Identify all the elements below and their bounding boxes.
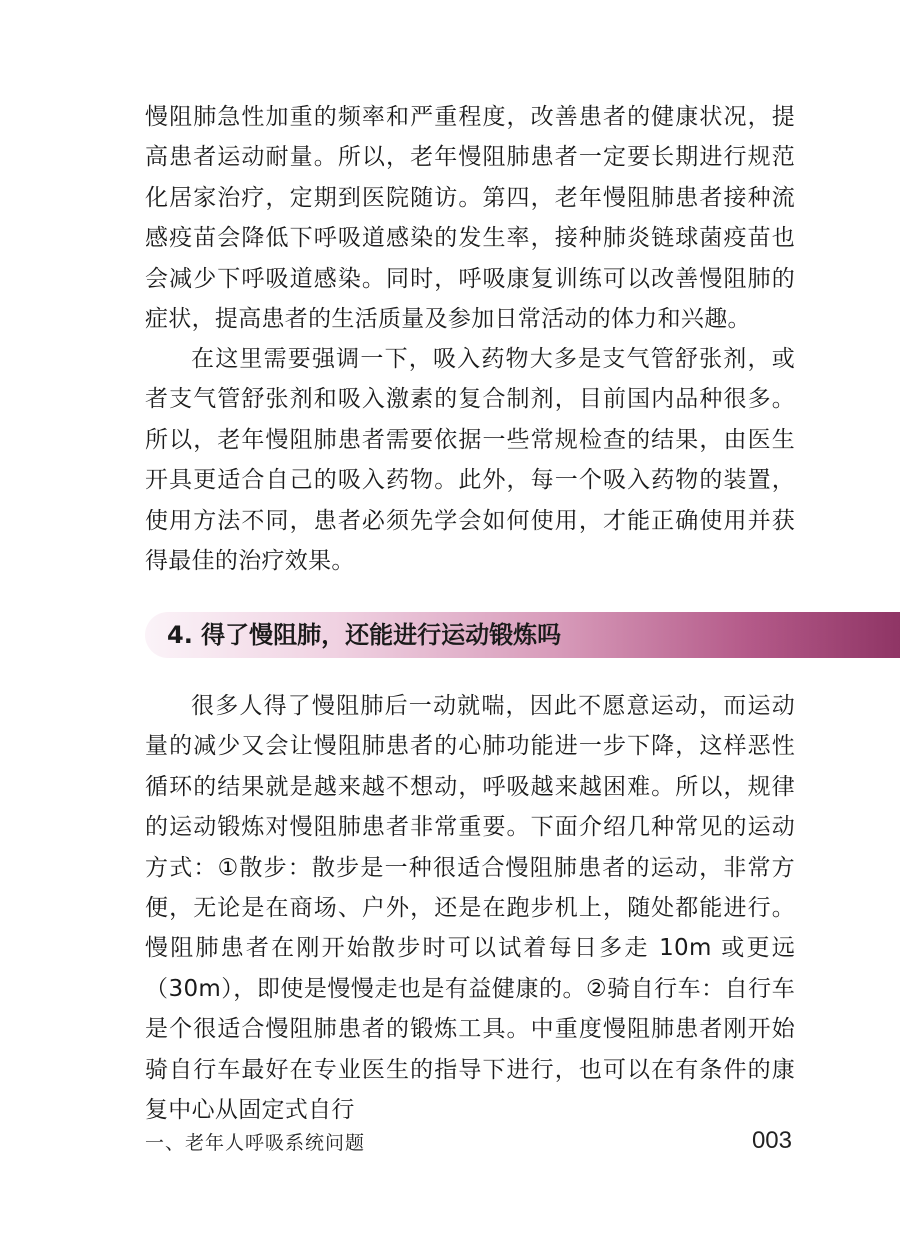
body-paragraph-2 (145, 339, 795, 581)
paragraph-text: 慢阻肺急性加重的频率和严重程度，改善患者的健康状况，提高患者运动耐量。所以，老年慢阻肺患者一定要长期进行规范化居家治疗，定期到医院随访。第四，老年慢阻肺患者接种流感疫苗会降低下呼吸道感染的发生率，接种肺炎链球菌疫苗也会减少下呼吸道感染。同时，呼吸康复训练可以改善慢阻肺的症状，提高患者的生活质量及参加日常活动的体力和兴趣。 (145, 104, 795, 333)
footer-section-title: 一、老年人呼吸系统问题 (145, 1132, 366, 1154)
paragraph-text: 很多人得了慢阻肺后一动就喘，因此不愿意运动，而运动量的减少又会让慢阻肺患者的心肺功能进一步下降，这样恶性循环的结果就是越来越不想动，呼吸越来越困难。所以，规律的运动锻炼对慢阻肺患者非常重要。下面介绍几种常见的运动方式：①散步：散步是一种很适合慢阻肺患者的运动，非常方便，无论是在商场、户外，还是在跑步机上，随处都能进行。慢阻肺患者在刚开始散步时可以试着每日多走 10m 或更远（30m），即使是慢慢走也是有益健康的。②骑自行车：自行车是个很适合慢阻肺患者的锻炼工具。中重度慢阻肺患者刚开始骑自行车最好在专业医生的指导下进行，也可以在有条件的康复中心从固定式自行 (145, 693, 795, 1124)
section-heading-bar (145, 612, 900, 658)
paragraph-text: 在这里需要强调一下，吸入药物大多是支气管舒张剂，或者支气管舒张剂和吸入激素的复合制剂，目前国内品种很多。所以，老年慢阻肺患者需要依据一些常规检查的结果，由医生开具更适合自己的吸入药物。此外，每一个吸入药物的装置，使用方法不同，患者必须先学会如何使用，才能正确使用并获得最佳的治疗效果。 (145, 346, 795, 575)
section-paragraph-1 (145, 686, 795, 1130)
body-paragraph-1 (145, 97, 795, 339)
section-heading: 4. 得了慢阻肺，还能进行运动锻炼吗 (167, 621, 562, 649)
page-number: 003 (751, 1127, 792, 1154)
